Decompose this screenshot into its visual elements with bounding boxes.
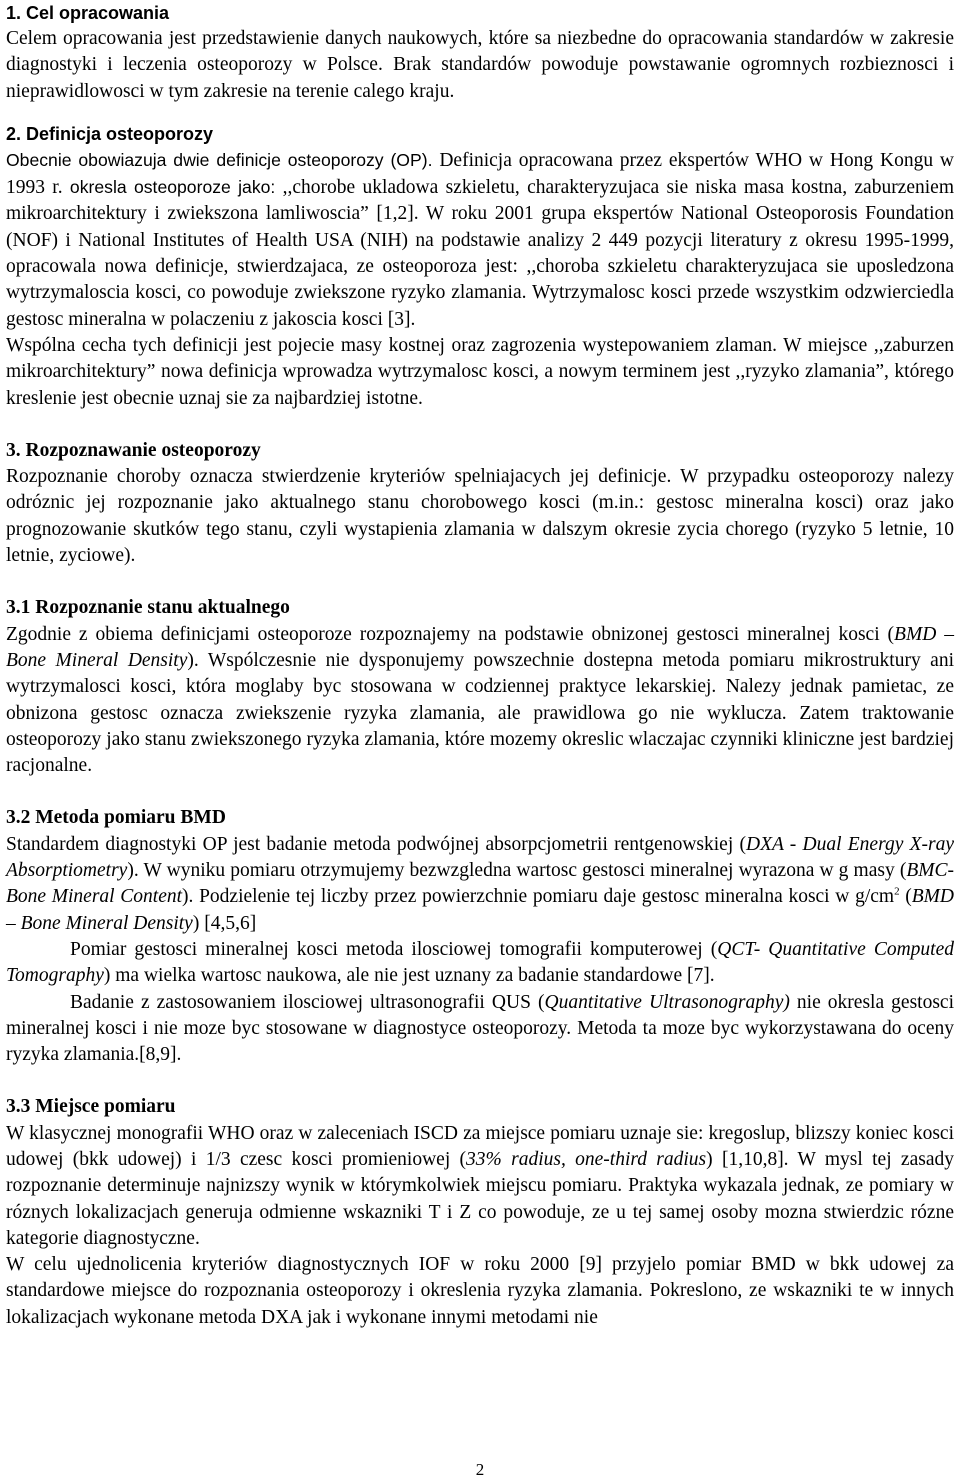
section-3-2-paragraph-2 — [6, 937, 954, 990]
text-span: Standardem diagnostyki OP jest badanie metoda podwójnej absorpcjometrii rentgenowskiej ( — [6, 833, 746, 855]
definition-intro: Obecnie obowiazuja dwie definicje osteoporozy (OP). — [6, 149, 433, 170]
section-2-paragraph-1 — [6, 147, 954, 333]
text-span: Zgodnie z obiema definicjami osteoporoze rozpoznajemy na podstawie obnizonej gestosci mineralnej kosci ( — [6, 623, 895, 645]
text-span: ) [1,10,8]. W mysl tej zasady rozpoznanie determinuje najnizszy wynik w którymkolwiek miejscu pomiaru. Praktyka wykazala jednak, ze pomiary w róznych lokalizacjach generuja odmienne wskazniki T i Z co powoduje, ze u tej samej osoby mozna stwierdzic rózne kategorie diagnostyczne. — [6, 1148, 954, 1249]
section-2-heading: 2. Definicja osteoporozy — [6, 123, 214, 144]
definition-text: ,,chorobe ukladowa szkieletu, charakteryzujaca sie niska masa kostna, zaburzeniem mikroarchitektury i zwiekszona lamliwoscia” [1,2]. W roku 2001 grupa ekspertów National Osteoporosis Foundation (NOF) i National Institutes of Health USA (NIH) na podstawie analizy 2 449 pozycji literatury z okresu 1995-1999, opracowala nowa definicje, stwierdzajaca, ze osteoporoza jest: ,,choroba szkieletu charakteryzujaca sie uposledzona wytrzymaloscia kosci, co powoduje zwiekszone ryzyko zlamania. Wytrzymalosc kosci przede wszystkim odzwierciedla gestosc mineralna w polaczeniu z jakoscia kosci [3]. — [6, 177, 954, 330]
section-3-heading: 3. Rozpoznawanie osteoporozy — [6, 439, 261, 461]
section-3-1-heading: 3.1 Rozpoznanie stanu aktualnego — [6, 597, 290, 619]
text-span: Badanie z zastosowaniem ilosciowej ultrasonografii QUS ( — [70, 991, 545, 1013]
italic-term: BMD – Bone Mineral Density — [6, 886, 954, 934]
italic-term: BMC- Bone Mineral Content — [6, 860, 954, 908]
text-span: ). Podzielenie tej liczby przez powierzchnie pomiaru daje gestosc mineralna kosci w g/cm — [182, 886, 895, 908]
superscript: 2 — [894, 885, 900, 898]
spacer — [6, 1068, 954, 1094]
definition-who-lead: okresla osteoporoze jako: — [62, 177, 276, 198]
text-span: ) ma wielka wartosc naukowa, ale nie jest uznany za badanie standardowe [7]. — [103, 965, 715, 987]
section-1-paragraph: Celem opracowania jest przedstawienie danych naukowych, które sa niezbedne do opracowania standardów w zakresie diagnostyki i leczenia osteoporozy w Polsce. Brak standardów powoduje powstawanie ogromnych rozbieznosci i nieprawidlowosci w tym zakresie na terenie calego kraju. — [6, 28, 954, 102]
document-page — [6, 0, 954, 1331]
section-3-paragraph: Rozpoznanie choroby oznacza stwierdzenie kryteriów spelniajacych jej definicje. W przypadku osteoporozy nalezy odróznic jej rozpoznanie jako aktualnego stanu chorobowego kosci (m.in.: gestosc mineralna kosci) oraz jako prognozowanie skutków tego stanu, czyli wystapienia zlamania w dalszym okresie zycia chorego (ryzyko 5 letnie, 10 letnie, zyciowe). — [6, 466, 954, 567]
italic-term: BMD – Bone Mineral Density — [6, 623, 954, 671]
section-3-2-heading: 3.2 Metoda pomiaru BMD — [6, 807, 226, 829]
text-span: W klasycznej monografii WHO oraz w zaleceniach ISCD za miejsce pomiaru uznaje sie: kregoslup, blizszy koniec kosci udowej (bkk udowej) i 1/3 czesc kosci promieniowej ( — [6, 1122, 954, 1170]
italic-term: DXA - Dual Energy X-ray Absorptiometry — [6, 833, 954, 882]
section-3-1-paragraph — [6, 622, 954, 780]
section-3-3-paragraph-2: W celu ujednolicenia kryteriów diagnostycznych IOF w roku 2000 [9] przyjelo pomiar BMD w bkk udowej za standardowe miejsce do rozpoznania osteoporozy i okreslenia ryzyka zlamania. Pokreslono, ze wskazniki te w innych lokalizacjach wykonane metoda DXA jak i wykonane innymi metodami nie — [6, 1254, 954, 1328]
italic-term: Quantitative Ultrasonography) — [544, 991, 790, 1013]
text-span: Pomiar gestosci mineralnej kosci metoda ilosciowej tomografii komputerowej ( — [70, 938, 718, 960]
text-span: ). W wyniku pomiaru otrzymujemy bezwzgledna wartosc gestosci mineralnej wyrazona w g masy ( — [127, 860, 907, 882]
spacer — [6, 569, 954, 595]
text-span: ). Wspólczesnie nie dysponujemy powszechnie dostepna metoda pomiaru mikrostruktury ani wytrzymalosci kosci, która moglaby byc stosowana w codziennej praktyce lekarskiej. Nalezy jednak pamietac, ze obnizona gestosc oznacza zwiekszenie ryzyka zlamania, ale prawidlowa go nie wyklucza. Zatem traktowanie osteoporozy jako stanu zwiekszonego ryzyka zlamania, które mozemy okreslic wlaczajac czynniki kliniczne jest bardziej racjonalne. — [6, 649, 954, 777]
section-3-2-paragraph-3 — [6, 990, 954, 1069]
section-3-3-heading: 3.3 Miejsce pomiaru — [6, 1096, 176, 1118]
section-3-2-paragraph-1 — [6, 832, 954, 937]
text-span: ( — [899, 886, 912, 908]
page-number: 2 — [475, 1460, 485, 1479]
italic-term: 33% radius, one-third radius — [466, 1148, 707, 1170]
section-3-3-paragraph-1 — [6, 1121, 954, 1252]
italic-term: QCT- Quantitative Computed Tomography — [6, 938, 955, 987]
spacer — [6, 412, 954, 438]
text-span: nie okresla gestosci mineralnej kosci i nie moze byc stosowane w diagnostyce osteoporozy. Metoda ta moze byc wykorzystawana do oceny ryzyka zlamania.[8,9]. — [6, 991, 954, 1066]
definition-who: Definicja opracowana przez ekspertów WHO w Hong Kongu w 1993 r. — [6, 149, 955, 199]
section-1-heading: 1. Cel opracowania — [6, 3, 170, 23]
spacer — [6, 105, 954, 119]
text-span: ) [4,5,6] — [192, 912, 257, 934]
spacer — [6, 779, 954, 805]
section-2-paragraph-2: Wspólna cecha tych definicji jest pojecie masy kostnej oraz zagrozenia wystepowaniem zlaman. W miejsce ,,zaburzen mikroarchitektury” nowa definicja wprowadza wytrzymalosc kosci, a nowym terminem jest ,,ryzyko zlamania”, którego kreslenie jest obecnie uznaj sie za najbardziej istotne. — [6, 334, 954, 409]
